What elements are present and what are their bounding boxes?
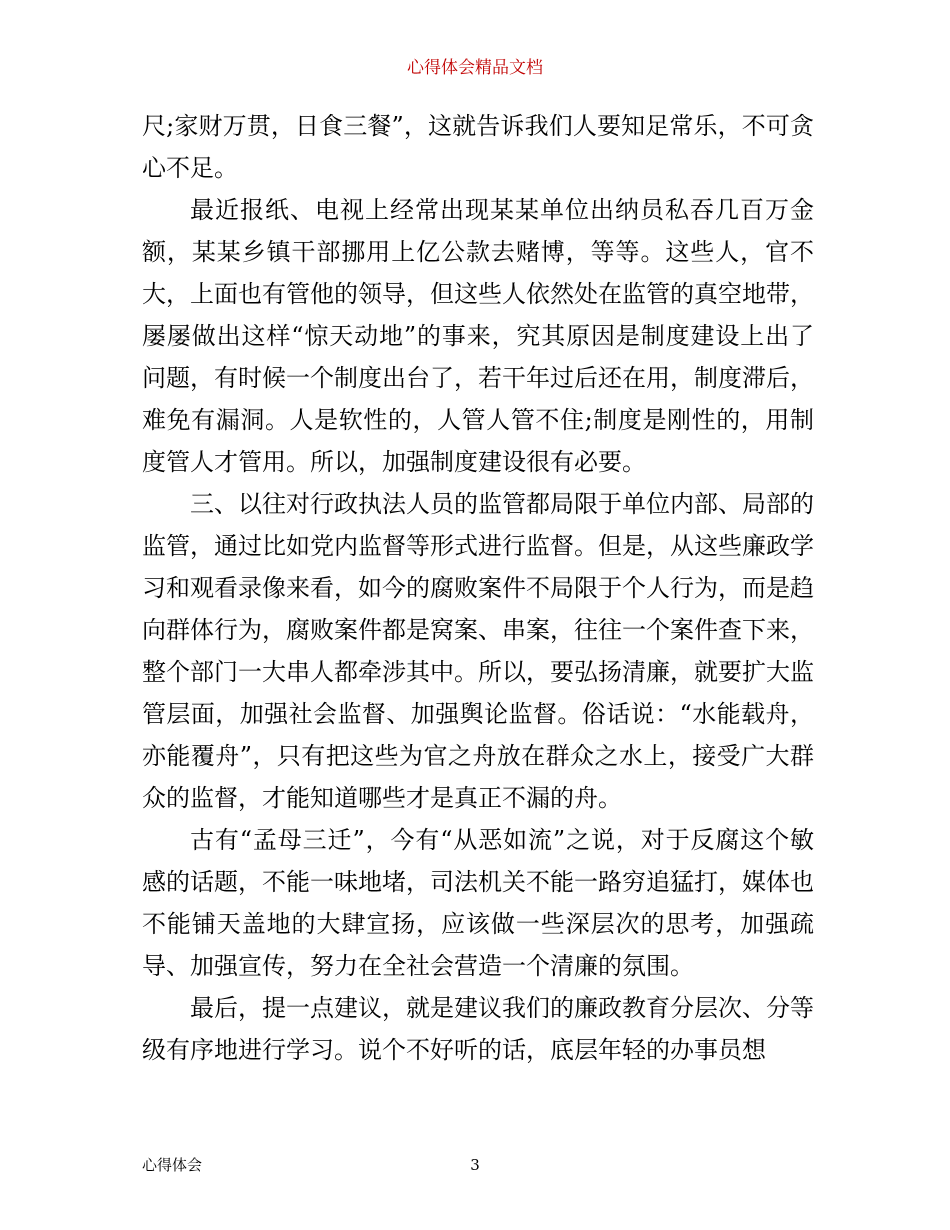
- paragraph-3: 三、以往对行政执法人员的监管都局限于单位内部、局部的监管，通过比如党内监督等形式进行监督。但是，从这些廉政学习和观看录像来看，如今的腐败案件不局限于个人行为，而是趋向群体行为，腐败案件都是窝案、串案，往往一个案件查下来，整个部门一大串人都牵涉其中。所以，要弘扬清廉，就要扩大监管层面，加强社会监督、加强舆论监督。俗话说：“水能载舟，亦能覆舟”，只有把这些为官之舟放在群众之水上，接受广大群众的监督，才能知道哪些才是真正不漏的舟。: [142, 490, 814, 812]
- paragraph-4: 古有“孟母三迁”，今有“从恶如流”之说，对于反腐这个敏感的话题，不能一味地堵，司法机关不能一路穷追猛打，媒体也不能铺天盖地的大肆宣扬，应该做一些深层次的思考，加强疏导、加强宣传，努力在全社会营造一个清廉的氛围。: [142, 826, 814, 980]
- paragraph-5: 最后，提一点建议，就是建议我们的廉政教育分层次、分等级有序地进行学习。说个不好听的话，底层年轻的办事员想: [142, 994, 814, 1064]
- document-header-title: 心得体会精品文档: [407, 58, 543, 78]
- page-number: 3: [470, 1156, 480, 1174]
- paragraph-2: 最近报纸、电视上经常出现某某单位出纳员私吞几百万金额，某某乡镇干部挪用上亿公款去赌博，等等。这些人，官不大，上面也有管他的领导，但这些人依然处在监管的真空地带，屡屡做出这样“惊天动地”的事来，究其原因是制度建设上出了问题，有时候一个制度出台了，若干年过后还在用，制度滞后，难免有漏洞。人是软性的，人管人管不住;制度是刚性的，用制度管人才管用。所以，加强制度建设很有必要。: [142, 196, 814, 476]
- footer-label: 心得体会: [142, 1156, 203, 1174]
- paragraph-1: 尺;家财万贯，日食三餐”，这就告诉我们人要知足常乐，不可贪心不足。: [142, 112, 814, 182]
- document-body: [142, 105, 814, 1071]
